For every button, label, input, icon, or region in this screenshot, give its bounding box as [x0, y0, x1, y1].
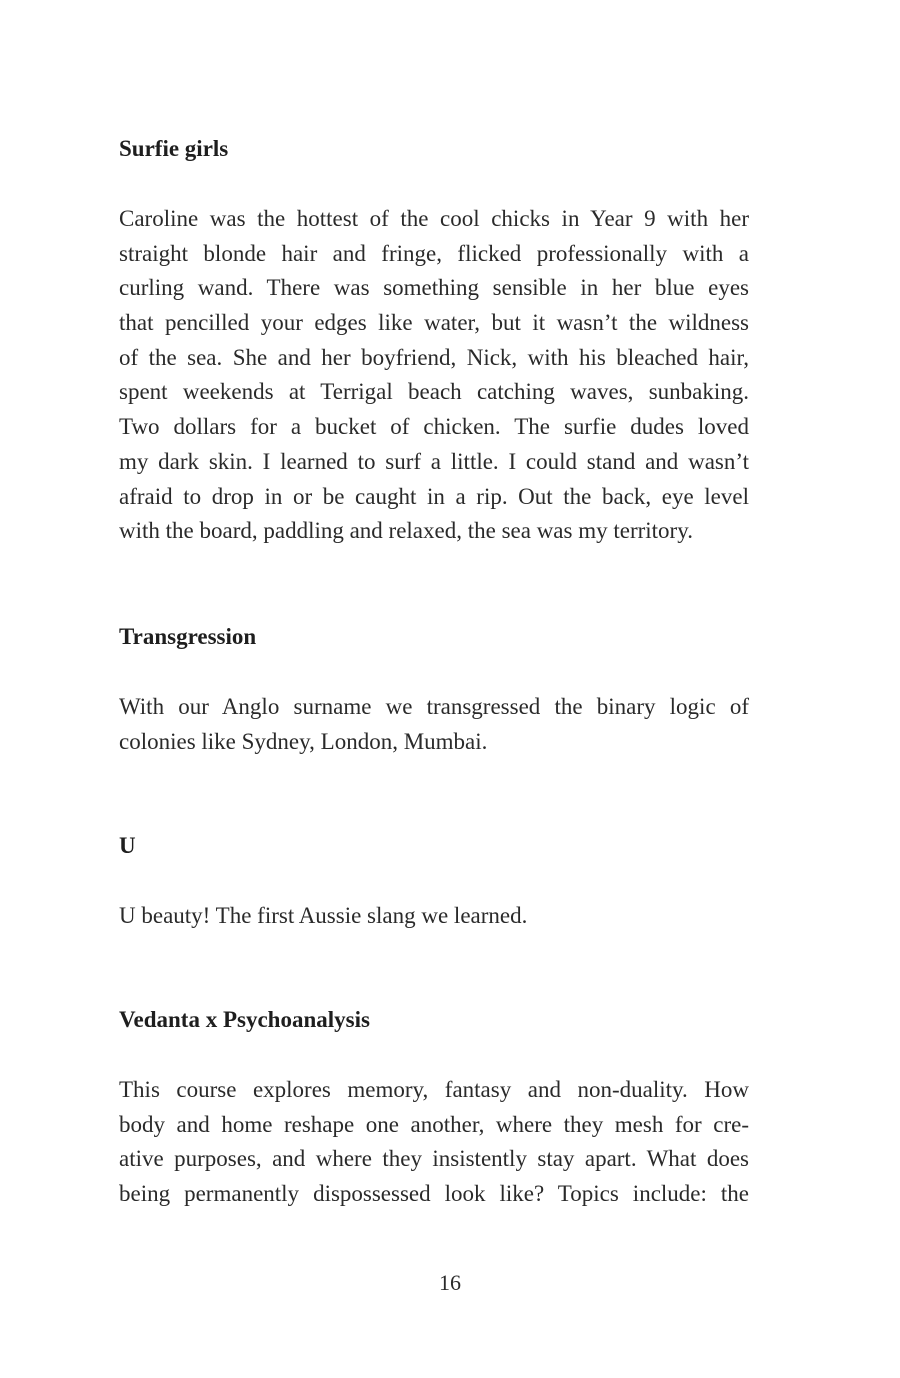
- text-line: spent weekends at Terrigal beach catching waves, sunbaking.: [119, 379, 749, 405]
- section-heading-transgression: Transgression: [119, 624, 257, 649]
- section-body-transgression: [119, 690, 749, 759]
- section-heading-vedanta-psychoanalysis: Vedanta x Psychoanalysis: [119, 1007, 370, 1032]
- text-line: curling wand. There was something sensible in her blue eyes: [119, 275, 749, 301]
- text-line: being permanently dispossessed look like? Topics include: the: [119, 1181, 749, 1207]
- section-body-surfie-girls: [119, 202, 749, 549]
- text-line: that pencilled your edges like water, but it wasn’t the wildness: [119, 310, 749, 336]
- section-heading-surfie-girls: Surfie girls: [119, 136, 229, 161]
- text-line: colonies like Sydney, London, Mumbai.: [119, 728, 488, 754]
- text-line: straight blonde hair and fringe, flicked professionally with a: [119, 240, 749, 266]
- text-line: of the sea. She and her boyfriend, Nick, with his bleached hair,: [119, 344, 749, 370]
- text-line: U beauty! The first Aussie slang we learned.: [119, 903, 528, 928]
- page-number: 16: [439, 1270, 461, 1295]
- section-body-vedanta-psychoanalysis: [119, 1073, 749, 1212]
- text-line: Two dollars for a bucket of chicken. The surfie dudes loved: [119, 414, 749, 440]
- text-line: Caroline was the hottest of the cool chicks in Year 9 with her: [119, 206, 749, 231]
- text-line: afraid to drop in or be caught in a rip. Out the back, eye level: [119, 483, 749, 509]
- text-line: body and home reshape one another, where they mesh for cre-: [119, 1111, 749, 1137]
- section-heading-u: U: [119, 833, 136, 858]
- section-body-u: [119, 899, 749, 934]
- text-line: my dark skin. I learned to surf a little. I could stand and wasn’t: [119, 448, 749, 474]
- text-line: ative purposes, and where they insistently stay apart. What does: [119, 1146, 749, 1172]
- text-line: This course explores memory, fantasy and non-duality. How: [119, 1077, 749, 1102]
- text-line: with the board, paddling and relaxed, the sea was my territory.: [119, 518, 693, 544]
- text-line: With our Anglo surname we transgressed the binary logic of: [119, 694, 749, 719]
